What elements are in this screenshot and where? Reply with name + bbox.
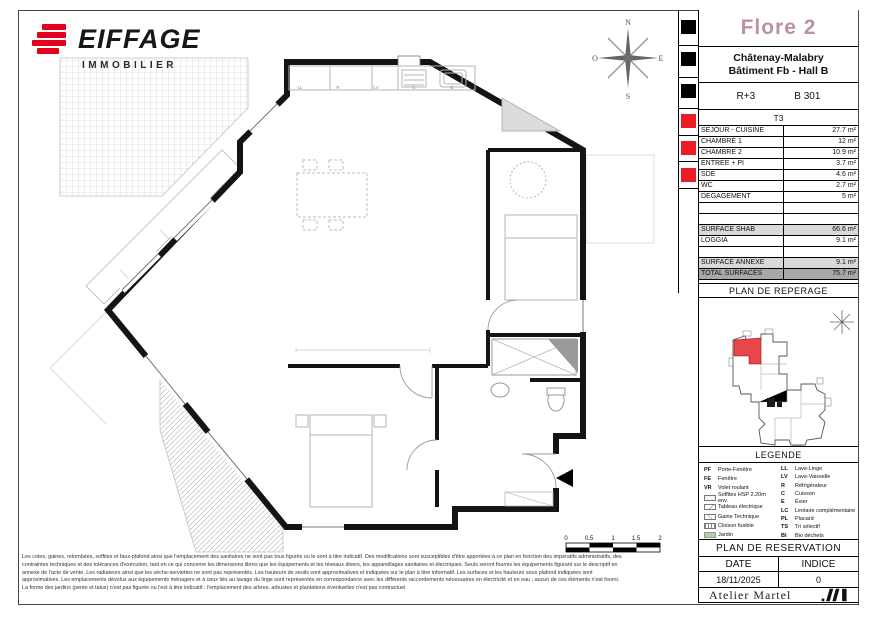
city-name: Châtenay-Malabry [733, 51, 824, 64]
neighbour-outline [586, 155, 654, 243]
gaine-technique-icon [704, 514, 716, 520]
area-row: ENTREE + PI 3.7 m² [699, 159, 858, 170]
red-marker [681, 141, 696, 155]
compass-n: N [625, 18, 631, 27]
svg-text:LV: LV [373, 85, 379, 90]
surface-annexe-row: SURFACE ANNEXE 9.1 m² [699, 258, 858, 269]
reperage-header: PLAN DE REPERAGE [699, 283, 858, 298]
red-marker [681, 168, 696, 182]
cloison-fusible-icon [704, 523, 716, 529]
area-row: WC 2.7 m² [699, 181, 858, 192]
area-row: SDE 4.6 m² [699, 170, 858, 181]
surface-shab-row: SURFACE SHAB 66.6 m² [699, 225, 858, 236]
program-title: Flore 2 [699, 10, 858, 47]
area-row: CHAMBRE 2 10.9 m² [699, 148, 858, 159]
soffit-icon [704, 495, 716, 501]
unit-number: B 301 [794, 90, 821, 102]
building-name: Bâtiment Fb - Hall B [728, 64, 829, 77]
scale-bar [564, 536, 662, 552]
svg-text:2: 2 [658, 536, 662, 542]
svg-text:LL: LL [297, 85, 303, 90]
date-indice-values [699, 572, 858, 588]
brand-division: IMMOBILIER [82, 60, 177, 71]
architect-name: Atelier Martel [709, 587, 792, 602]
neighbour-balcony-lines [50, 312, 106, 424]
compass-s: S [625, 92, 631, 101]
area-row-empty [699, 203, 858, 214]
tableau-electrique-icon [704, 504, 716, 510]
brand-name: EIFFAGE [78, 24, 201, 54]
svg-text:0: 0 [564, 536, 568, 542]
svg-text:C: C [412, 85, 416, 90]
marker-strip [678, 10, 699, 293]
architect-row [699, 588, 858, 603]
svg-text:R: R [336, 85, 340, 90]
reservation-date: 18/11/2025 [699, 572, 779, 587]
total-surfaces-row: TOTAL SURFACES 75.7 m² [699, 269, 858, 280]
floorplan-drawing [18, 10, 678, 603]
indice-label: INDICE [801, 558, 836, 570]
compass-o: O [592, 54, 598, 63]
project-location [699, 47, 858, 83]
date-label: DATE [699, 557, 779, 571]
area-row: SEJOUR - CUISINE 27.7 m² [699, 126, 858, 137]
area-row: DEGAGEMENT 5 m² [699, 192, 858, 203]
disclaimer-text: Les cotes, gaines, retombées, soffites et faux-plafond ainsi que l'emplacement des sanitaires ne sont pas tous figurés ou le sont à titre indicatif. Des modifications sont susceptibles d'être apportées à ce plan en fonction des impératifs administratifs, des contraintes techniques et des tolérances d'exécution, tant en ce qui concerne les dimensions libres que les équipements et les réseaux divers, les appareillages sanitaires et électriques. Seuls seront fournis les équipements figurant sur le descriptif en annexe de l'acte de vente. Les radiateurs ainsi que les sèche-serviettes ne sont pas représentés. Les hauteurs de seuils sont approximatives et indiquées sur le plan à titre informatif. Les surfaces et les hauteurs sous plafond indiquées sont approximatives. Les emplacements dévolus aux équipements ménagers et à ceux liés au lavage du linge sont représentés en correspondance avec les différents raccordements nécessaires en électricité et en eau ; aucun de ces éléments n'est fourni. La forme des jardins (pente et talus) n'est pas figurée ou l'est à titre indicatif : l'emplacement des arbres, arbustes et plantations éventuelles n'est pas contractuel [22, 554, 622, 592]
legend-right-column: LL Lave-Linge LV Lave-Vaisselle R Réfrigérateur C Cuisson E Évier LC Linéaire complémentaire PL Placard TS Tri sélectif BI Bio déchets [781, 466, 856, 539]
building-footprint-map [699, 298, 857, 446]
black-marker [681, 52, 696, 66]
jardin-icon [704, 532, 716, 538]
floor-label: R+3 [736, 90, 756, 102]
legend-left-column: PF Porte-Fenêtre FE Fenêtre VR Volet roulant Soffites HSP 2.20m env. Tableau électrique Gaine Technique Cloison fusible Jardin [704, 466, 766, 539]
svg-text:1: 1 [611, 536, 615, 542]
stair-core [767, 398, 775, 407]
eiffage-logo [30, 24, 201, 71]
black-marker [681, 20, 696, 34]
architect-logo-icon [820, 587, 850, 603]
legend-body [699, 463, 858, 540]
compass-e: E [658, 54, 664, 63]
reservation-indice: 0 [815, 574, 821, 585]
reperage-map [699, 298, 858, 447]
area-row-empty [699, 214, 858, 225]
area-row-empty [699, 247, 858, 258]
svg-text:E: E [450, 85, 454, 90]
compass-rose [592, 18, 663, 101]
apartment-type: T3 [699, 110, 858, 126]
elevator-core [777, 402, 782, 407]
title-block-panel [698, 10, 858, 603]
area-row: CHAMBRE 1 12 m² [699, 137, 858, 148]
corner-cabinet [502, 98, 560, 131]
eiffage-logo-icon [30, 24, 68, 58]
unit-row [699, 83, 858, 110]
loggia-row: LOGGIA 9.1 m² [699, 236, 858, 247]
legend-header: LEGENDE [699, 447, 858, 463]
svg-text:1.5: 1.5 [631, 536, 641, 542]
red-marker [681, 114, 696, 128]
black-marker [681, 84, 696, 98]
date-indice-header [699, 557, 858, 572]
reservation-header: PLAN DE RESERVATION [699, 540, 858, 557]
svg-text:0.5: 0.5 [584, 536, 594, 542]
map-compass-icon [830, 310, 854, 334]
